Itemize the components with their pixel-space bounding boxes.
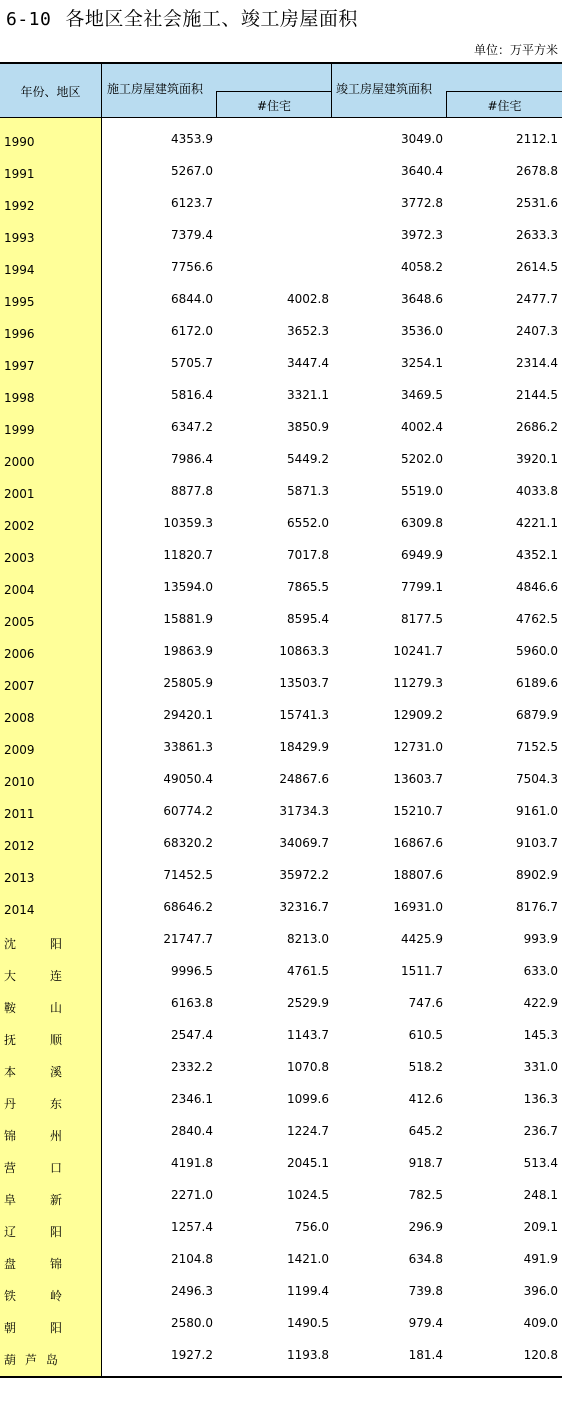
cell-c3: 5202.0 (401, 452, 443, 466)
cell-c2: 10863.3 (279, 644, 329, 658)
row-label: 1993 (4, 231, 35, 245)
cell-c4: 248.1 (523, 1188, 558, 1202)
cell-c2: 15741.3 (279, 708, 329, 722)
cell-c2: 3321.1 (287, 388, 329, 402)
table-body (0, 118, 562, 1376)
table-row (0, 1174, 562, 1206)
cell-c2: 2529.9 (287, 996, 329, 1010)
row-label: 铁岭 (4, 1289, 97, 1303)
table-title: 各地区全社会施工、竣工房屋面积 (65, 8, 358, 30)
table-row (0, 1110, 562, 1142)
row-label: 2010 (4, 775, 35, 789)
row-label: 葫芦岛 (4, 1353, 68, 1367)
row-label: 1997 (4, 359, 35, 373)
table-row (0, 182, 562, 214)
table-row (0, 854, 562, 886)
table-row (0, 1014, 562, 1046)
table-row (0, 1270, 562, 1302)
cell-c4: 2407.3 (516, 324, 558, 338)
cell-c3: 747.6 (408, 996, 443, 1010)
cell-c2: 1143.7 (287, 1028, 329, 1042)
cell-c3: 10241.7 (393, 644, 443, 658)
row-label: 2002 (4, 519, 35, 533)
cell-c4: 2112.1 (516, 132, 558, 146)
header-under-construction: 施工房屋建筑面积 (107, 82, 204, 96)
cell-c3: 1511.7 (401, 964, 443, 978)
cell-c4: 2144.5 (516, 388, 558, 402)
row-label: 2013 (4, 871, 35, 885)
cell-c1: 2104.8 (171, 1252, 213, 1266)
cell-c1: 6163.8 (171, 996, 213, 1010)
cell-c4: 5960.0 (516, 644, 558, 658)
row-label: 2000 (4, 455, 35, 469)
row-label: 2012 (4, 839, 35, 853)
row-label: 2007 (4, 679, 35, 693)
table-row (0, 534, 562, 566)
cell-c4: 4221.1 (516, 516, 558, 530)
table-row (0, 438, 562, 470)
cell-c2: 3652.3 (287, 324, 329, 338)
cell-c2: 1024.5 (287, 1188, 329, 1202)
row-label: 2003 (4, 551, 35, 565)
table-row (0, 822, 562, 854)
table-row (0, 470, 562, 502)
cell-c2: 6552.0 (287, 516, 329, 530)
row-label: 2008 (4, 711, 35, 725)
cell-c1: 68646.2 (163, 900, 213, 914)
cell-c3: 5519.0 (401, 484, 443, 498)
cell-c2: 31734.3 (279, 804, 329, 818)
cell-c2: 1070.8 (287, 1060, 329, 1074)
cell-c2: 1490.5 (287, 1316, 329, 1330)
row-label: 1991 (4, 167, 35, 181)
cell-c2: 1199.4 (287, 1284, 329, 1298)
cell-c3: 16931.0 (393, 900, 443, 914)
cell-c3: 12909.2 (393, 708, 443, 722)
cell-c1: 13594.0 (163, 580, 213, 594)
table-row (0, 214, 562, 246)
cell-c1: 2346.1 (171, 1092, 213, 1106)
cell-c3: 645.2 (408, 1124, 443, 1138)
cell-c1: 10359.3 (163, 516, 213, 530)
table-row (0, 246, 562, 278)
cell-c2: 3850.9 (287, 420, 329, 434)
cell-c1: 25805.9 (163, 676, 213, 690)
cell-c2: 756.0 (294, 1220, 329, 1234)
row-label: 2011 (4, 807, 35, 821)
table-row (0, 950, 562, 982)
cell-c3: 12731.0 (393, 740, 443, 754)
cell-c3: 181.4 (408, 1348, 443, 1362)
table-row (0, 630, 562, 662)
table-row (0, 694, 562, 726)
cell-c1: 71452.5 (163, 868, 213, 882)
cell-c4: 2614.5 (516, 260, 558, 274)
cell-c1: 2580.0 (171, 1316, 213, 1330)
cell-c4: 2477.7 (516, 292, 558, 306)
table-row (0, 790, 562, 822)
cell-c4: 993.9 (523, 932, 558, 946)
row-label: 本溪 (4, 1065, 97, 1079)
unit-label: 单位：万平方米 (473, 43, 558, 57)
row-label: 2006 (4, 647, 35, 661)
cell-c4: 633.0 (523, 964, 558, 978)
cell-c1: 33861.3 (163, 740, 213, 754)
cell-c4: 4846.6 (516, 580, 558, 594)
row-label: 大连 (4, 969, 97, 983)
table-row (0, 310, 562, 342)
table-bottom-rule (0, 1376, 562, 1378)
table-row (0, 1142, 562, 1174)
cell-c4: 4762.5 (516, 612, 558, 626)
cell-c3: 3772.8 (401, 196, 443, 210)
table-row (0, 758, 562, 790)
cell-c1: 6347.2 (171, 420, 213, 434)
cell-c4: 422.9 (523, 996, 558, 1010)
cell-c1: 1927.2 (171, 1348, 213, 1362)
cell-c3: 4425.9 (401, 932, 443, 946)
cell-c1: 60774.2 (163, 804, 213, 818)
cell-c4: 2678.8 (516, 164, 558, 178)
cell-c2: 1193.8 (287, 1348, 329, 1362)
row-label: 1990 (4, 135, 35, 149)
row-label: 阜新 (4, 1193, 97, 1207)
cell-c1: 6123.7 (171, 196, 213, 210)
table-row (0, 406, 562, 438)
cell-c3: 296.9 (408, 1220, 443, 1234)
cell-c3: 3469.5 (401, 388, 443, 402)
header-completed-residential: #住宅 (446, 91, 562, 118)
cell-c1: 5816.4 (171, 388, 213, 402)
table-header (0, 64, 562, 118)
table-row (0, 982, 562, 1014)
cell-c1: 11820.7 (163, 548, 213, 562)
cell-c1: 4191.8 (171, 1156, 213, 1170)
row-label: 朝阳 (4, 1321, 97, 1335)
cell-c1: 21747.7 (163, 932, 213, 946)
cell-c4: 236.7 (523, 1124, 558, 1138)
cell-c4: 9161.0 (516, 804, 558, 818)
cell-c4: 396.0 (523, 1284, 558, 1298)
cell-c2: 8595.4 (287, 612, 329, 626)
cell-c3: 13603.7 (393, 772, 443, 786)
cell-c4: 7152.5 (516, 740, 558, 754)
cell-c2: 13503.7 (279, 676, 329, 690)
cell-c3: 11279.3 (393, 676, 443, 690)
header-under-construction-residential: #住宅 (216, 91, 331, 118)
cell-c4: 8902.9 (516, 868, 558, 882)
cell-c3: 739.8 (408, 1284, 443, 1298)
cell-c1: 2271.0 (171, 1188, 213, 1202)
cell-c2: 8213.0 (287, 932, 329, 946)
table-row (0, 1238, 562, 1270)
header-divider (101, 64, 102, 118)
row-label: 2001 (4, 487, 35, 501)
cell-c1: 7379.4 (171, 228, 213, 242)
cell-c1: 4353.9 (171, 132, 213, 146)
cell-c1: 9996.5 (171, 964, 213, 978)
cell-c3: 18807.6 (393, 868, 443, 882)
table-row (0, 726, 562, 758)
cell-c2: 1421.0 (287, 1252, 329, 1266)
cell-c4: 8176.7 (516, 900, 558, 914)
cell-c4: 2686.2 (516, 420, 558, 434)
row-label: 1996 (4, 327, 35, 341)
cell-c2: 18429.9 (279, 740, 329, 754)
table-row (0, 918, 562, 950)
cell-c2: 1224.7 (287, 1124, 329, 1138)
row-label: 2014 (4, 903, 35, 917)
header-year-region: 年份、地区 (20, 84, 81, 99)
cell-c2: 2045.1 (287, 1156, 329, 1170)
cell-c4: 6189.6 (516, 676, 558, 690)
cell-c1: 7986.4 (171, 452, 213, 466)
cell-c4: 9103.7 (516, 836, 558, 850)
cell-c1: 8877.8 (171, 484, 213, 498)
table-row (0, 566, 562, 598)
row-label: 辽阳 (4, 1225, 97, 1239)
table-row (0, 1302, 562, 1334)
cell-c3: 15210.7 (393, 804, 443, 818)
table-row (0, 886, 562, 918)
header-divider (331, 64, 332, 118)
cell-c1: 6844.0 (171, 292, 213, 306)
cell-c3: 412.6 (408, 1092, 443, 1106)
cell-c3: 634.8 (408, 1252, 443, 1266)
cell-c2: 24867.6 (279, 772, 329, 786)
cell-c4: 513.4 (523, 1156, 558, 1170)
row-label: 鞍山 (4, 1001, 97, 1015)
cell-c1: 2332.2 (171, 1060, 213, 1074)
cell-c2: 7865.5 (287, 580, 329, 594)
cell-c4: 4352.1 (516, 548, 558, 562)
cell-c2: 34069.7 (279, 836, 329, 850)
cell-c3: 782.5 (408, 1188, 443, 1202)
header-completed: 竣工房屋建筑面积 (336, 82, 433, 96)
row-label: 抚顺 (4, 1033, 97, 1047)
cell-c3: 4002.4 (401, 420, 443, 434)
cell-c1: 2547.4 (171, 1028, 213, 1042)
table-number: 6-10 (6, 9, 52, 30)
table-row (0, 1334, 562, 1366)
cell-c1: 29420.1 (163, 708, 213, 722)
cell-c2: 7017.8 (287, 548, 329, 562)
cell-c2: 5449.2 (287, 452, 329, 466)
cell-c3: 610.5 (408, 1028, 443, 1042)
cell-c4: 209.1 (523, 1220, 558, 1234)
cell-c4: 331.0 (523, 1060, 558, 1074)
cell-c1: 1257.4 (171, 1220, 213, 1234)
table-row (0, 374, 562, 406)
row-label: 沈阳 (4, 937, 97, 951)
cell-c3: 3640.4 (401, 164, 443, 178)
table-row (0, 662, 562, 694)
row-label: 2005 (4, 615, 35, 629)
cell-c4: 2531.6 (516, 196, 558, 210)
row-label: 1999 (4, 423, 35, 437)
cell-c2: 5871.3 (287, 484, 329, 498)
row-label: 1995 (4, 295, 35, 309)
cell-c4: 136.3 (523, 1092, 558, 1106)
cell-c1: 49050.4 (163, 772, 213, 786)
cell-c1: 19863.9 (163, 644, 213, 658)
cell-c3: 4058.2 (401, 260, 443, 274)
cell-c1: 2840.4 (171, 1124, 213, 1138)
table-row (0, 1206, 562, 1238)
cell-c1: 5267.0 (171, 164, 213, 178)
row-label: 1994 (4, 263, 35, 277)
cell-c4: 409.0 (523, 1316, 558, 1330)
cell-c4: 120.8 (523, 1348, 558, 1362)
cell-c3: 3648.6 (401, 292, 443, 306)
cell-c3: 6309.8 (401, 516, 443, 530)
cell-c2: 1099.6 (287, 1092, 329, 1106)
cell-c4: 2633.3 (516, 228, 558, 242)
cell-c2: 32316.7 (279, 900, 329, 914)
cell-c3: 3972.3 (401, 228, 443, 242)
cell-c2: 4002.8 (287, 292, 329, 306)
cell-c1: 68320.2 (163, 836, 213, 850)
cell-c1: 6172.0 (171, 324, 213, 338)
cell-c2: 4761.5 (287, 964, 329, 978)
row-label: 营口 (4, 1161, 97, 1175)
cell-c4: 6879.9 (516, 708, 558, 722)
cell-c1: 5705.7 (171, 356, 213, 370)
table-row (0, 278, 562, 310)
table-row (0, 150, 562, 182)
cell-c1: 15881.9 (163, 612, 213, 626)
cell-c1: 7756.6 (171, 260, 213, 274)
table-row (0, 502, 562, 534)
cell-c3: 6949.9 (401, 548, 443, 562)
page-title (6, 4, 358, 31)
row-label: 丹东 (4, 1097, 97, 1111)
table-row (0, 1078, 562, 1110)
table-row (0, 118, 562, 150)
cell-c3: 3049.0 (401, 132, 443, 146)
row-label: 2004 (4, 583, 35, 597)
cell-c3: 979.4 (408, 1316, 443, 1330)
row-label: 1992 (4, 199, 35, 213)
cell-c4: 491.9 (523, 1252, 558, 1266)
cell-c3: 8177.5 (401, 612, 443, 626)
cell-c1: 2496.3 (171, 1284, 213, 1298)
cell-c3: 3254.1 (401, 356, 443, 370)
cell-c2: 35972.2 (279, 868, 329, 882)
cell-c4: 3920.1 (516, 452, 558, 466)
cell-c4: 4033.8 (516, 484, 558, 498)
cell-c3: 518.2 (408, 1060, 443, 1074)
table-row (0, 1046, 562, 1078)
cell-c2: 3447.4 (287, 356, 329, 370)
table-row (0, 598, 562, 630)
cell-c4: 2314.4 (516, 356, 558, 370)
cell-c3: 7799.1 (401, 580, 443, 594)
cell-c3: 3536.0 (401, 324, 443, 338)
row-label: 2009 (4, 743, 35, 757)
table-row (0, 342, 562, 374)
cell-c3: 16867.6 (393, 836, 443, 850)
row-label: 盘锦 (4, 1257, 97, 1271)
row-label: 1998 (4, 391, 35, 405)
cell-c4: 7504.3 (516, 772, 558, 786)
cell-c3: 918.7 (408, 1156, 443, 1170)
cell-c4: 145.3 (523, 1028, 558, 1042)
row-label: 锦州 (4, 1129, 97, 1143)
